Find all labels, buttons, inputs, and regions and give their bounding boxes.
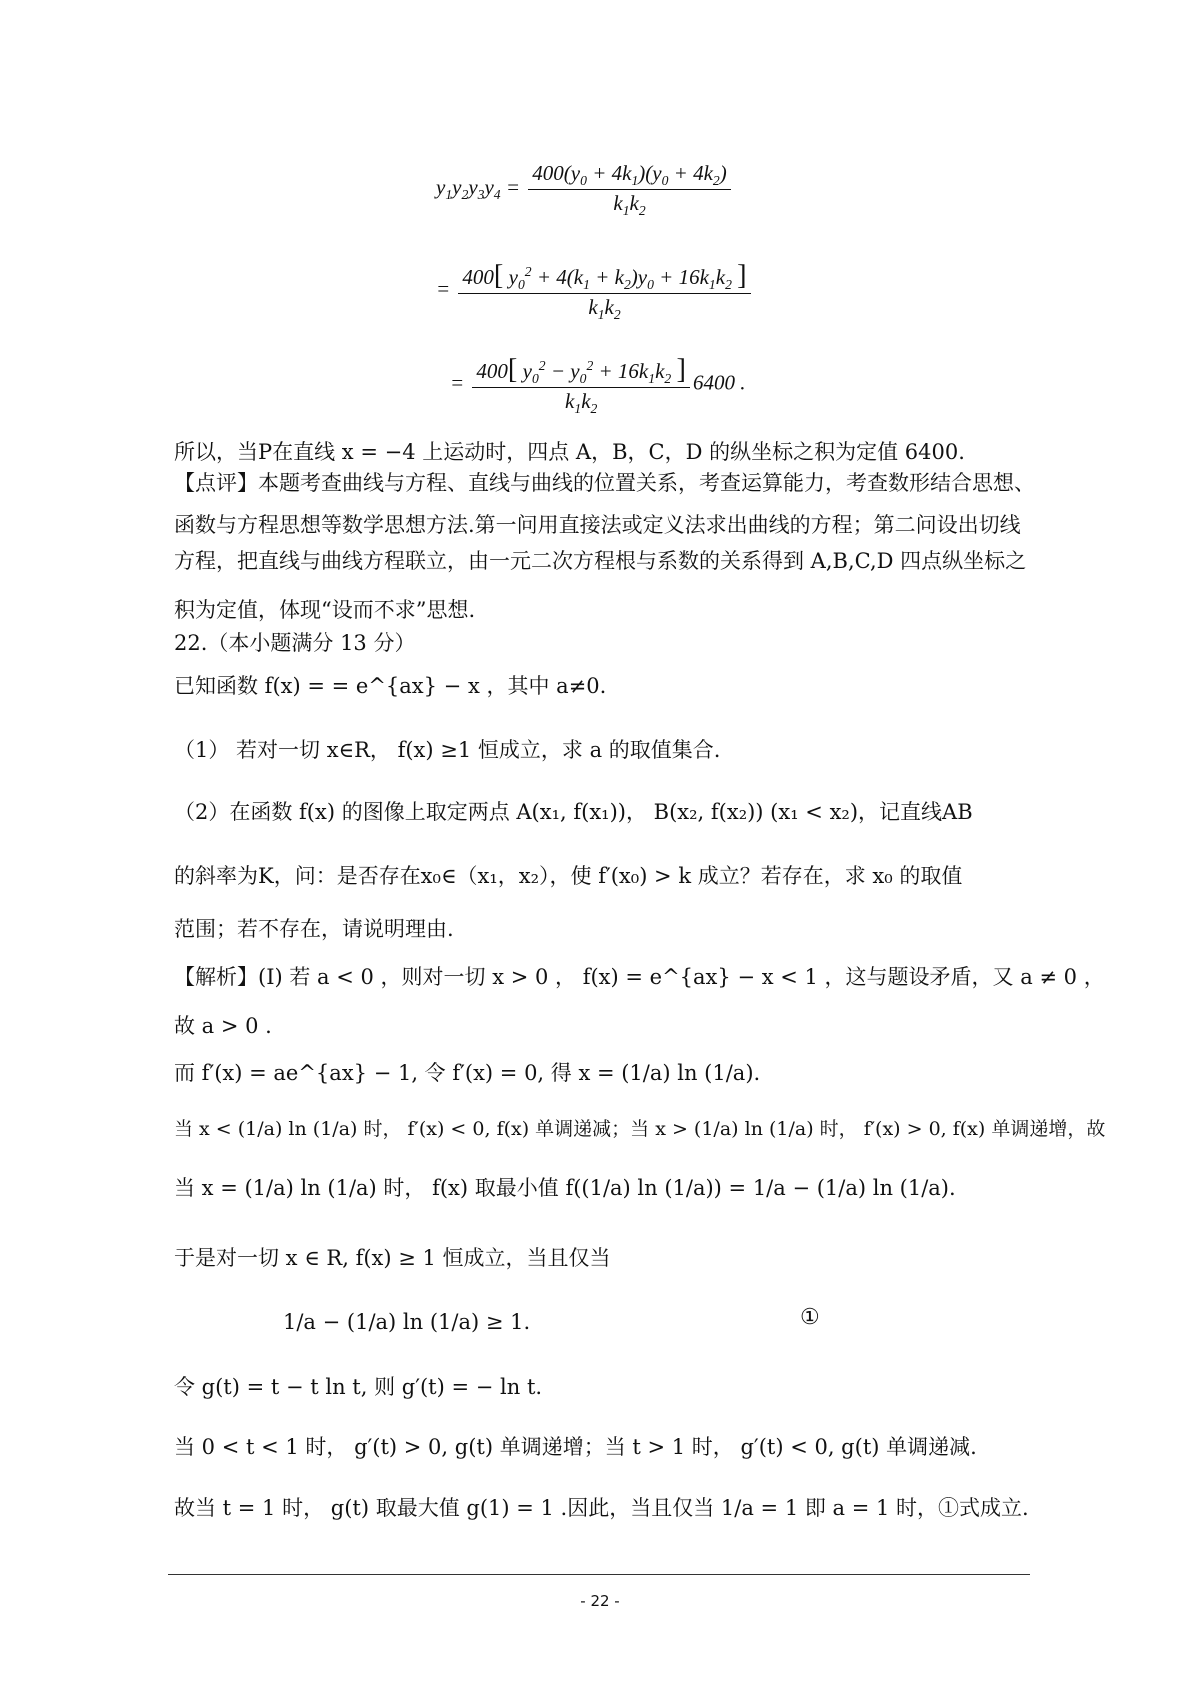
equation-2: = $\frac{400[ y_0^2 + 4(k_1 + k_2)y_0 + 16k_1k_2 ]}{k_1k_2}$ xyxy=(436,258,754,323)
equation-3: = $\frac{400[ y_0^2 - y_0^2 + 16k_1k_2 ]}{k_1k_2}$ 6400 . xyxy=(450,354,746,417)
solution-line-5: 当 x = (1/a) ln (1/a) 时， f(x) 取最小值 f((1/a) ln (1/a)) = 1/a − (1/a) ln (1/a). xyxy=(174,1176,956,1200)
part-2-line-1: （2）在函数 f(x) 的图像上取定两点 A(x₁, f(x₁))， B(x₂, f(x₂)) (x₁ < x₂)，记直线AB xyxy=(174,800,973,824)
page-number: - 22 - xyxy=(580,1592,620,1610)
solution-line-1: 【解析】(Ⅰ) 若 a < 0 ，则对一切 x > 0 ， f(x) = e^{ax} − x < 1 ，这与题设矛盾，又 a ≠ 0 ， xyxy=(174,965,1105,989)
solution-line-6: 于是对一切 x ∈ R, f(x) ≥ 1 恒成立，当且仅当 xyxy=(174,1246,611,1270)
part-2-line-3: 范围；若不存在，请说明理由. xyxy=(174,917,454,941)
comment-line-3: 方程，把直线与曲线方程联立，由一元二次方程根与系数的关系得到 A,B,C,D 四点纵坐标之 xyxy=(174,549,1027,573)
equation-marker: ① xyxy=(800,1305,820,1330)
solution-line-9: 当 0 < t < 1 时， g′(t) > 0, g(t) 单调递增；当 t > 1 时， g′(t) < 0, g(t) 单调递减. xyxy=(174,1435,977,1459)
comment-line-2: 函数与方程思想等数学思想方法.第一问用直接法或定义法求出曲线的方程；第二问设出切线 xyxy=(174,513,1021,537)
equation-1: $y_1y_2y_3y_4$ = $\frac{400(y_0 + 4k_1)(y_0 + 4k_2)}{k_1k_2}$ xyxy=(436,160,734,219)
footer-divider xyxy=(168,1574,1030,1575)
comment-line-4: 积为定值，体现“设而不求”思想. xyxy=(174,598,476,622)
solution-line-8: 令 g(t) = t − t ln t, 则 g′(t) = − ln t. xyxy=(174,1375,543,1399)
part-2-line-2: 的斜率为K，问：是否存在x₀∈（x₁，x₂），使 f′(x₀) > k 成立？若存在，求 x₀ 的取值 xyxy=(174,864,963,888)
problem-statement: 已知函数 f(x) = = e^{ax} − x ，其中 a≠0. xyxy=(174,674,607,698)
solution-line-10: 故当 t = 1 时， g(t) 取最大值 g(1) = 1 .因此，当且仅当 1/a = 1 即 a = 1 时，①式成立. xyxy=(174,1496,1029,1520)
conclusion-text: 所以，当P在直线 x = −4 上运动时，四点 A，B，C，D 的纵坐标之积为定值 6400. xyxy=(174,440,965,464)
solution-line-2: 故 a > 0 . xyxy=(174,1014,272,1038)
solution-line-7: 1/a − (1/a) ln (1/a) ≥ 1. xyxy=(283,1310,531,1334)
solution-line-4: 当 x < (1/a) ln (1/a) 时， f′(x) < 0, f(x) 单调递减；当 x > (1/a) ln (1/a) 时， f′(x) > 0, f(x) 单调递增，故 xyxy=(174,1118,1106,1140)
comment-line-1: 【点评】本题考查曲线与方程、直线与曲线的位置关系，考查运算能力，考查数形结合思想、 xyxy=(174,471,1035,495)
problem-header: 22.（本小题满分 13 分） xyxy=(174,631,416,655)
part-1: （1） 若对一切 x∈R， f(x) ≥1 恒成立，求 a 的取值集合. xyxy=(174,738,721,762)
solution-line-3: 而 f′(x) = ae^{ax} − 1, 令 f′(x) = 0, 得 x = (1/a) ln (1/a). xyxy=(174,1061,761,1085)
